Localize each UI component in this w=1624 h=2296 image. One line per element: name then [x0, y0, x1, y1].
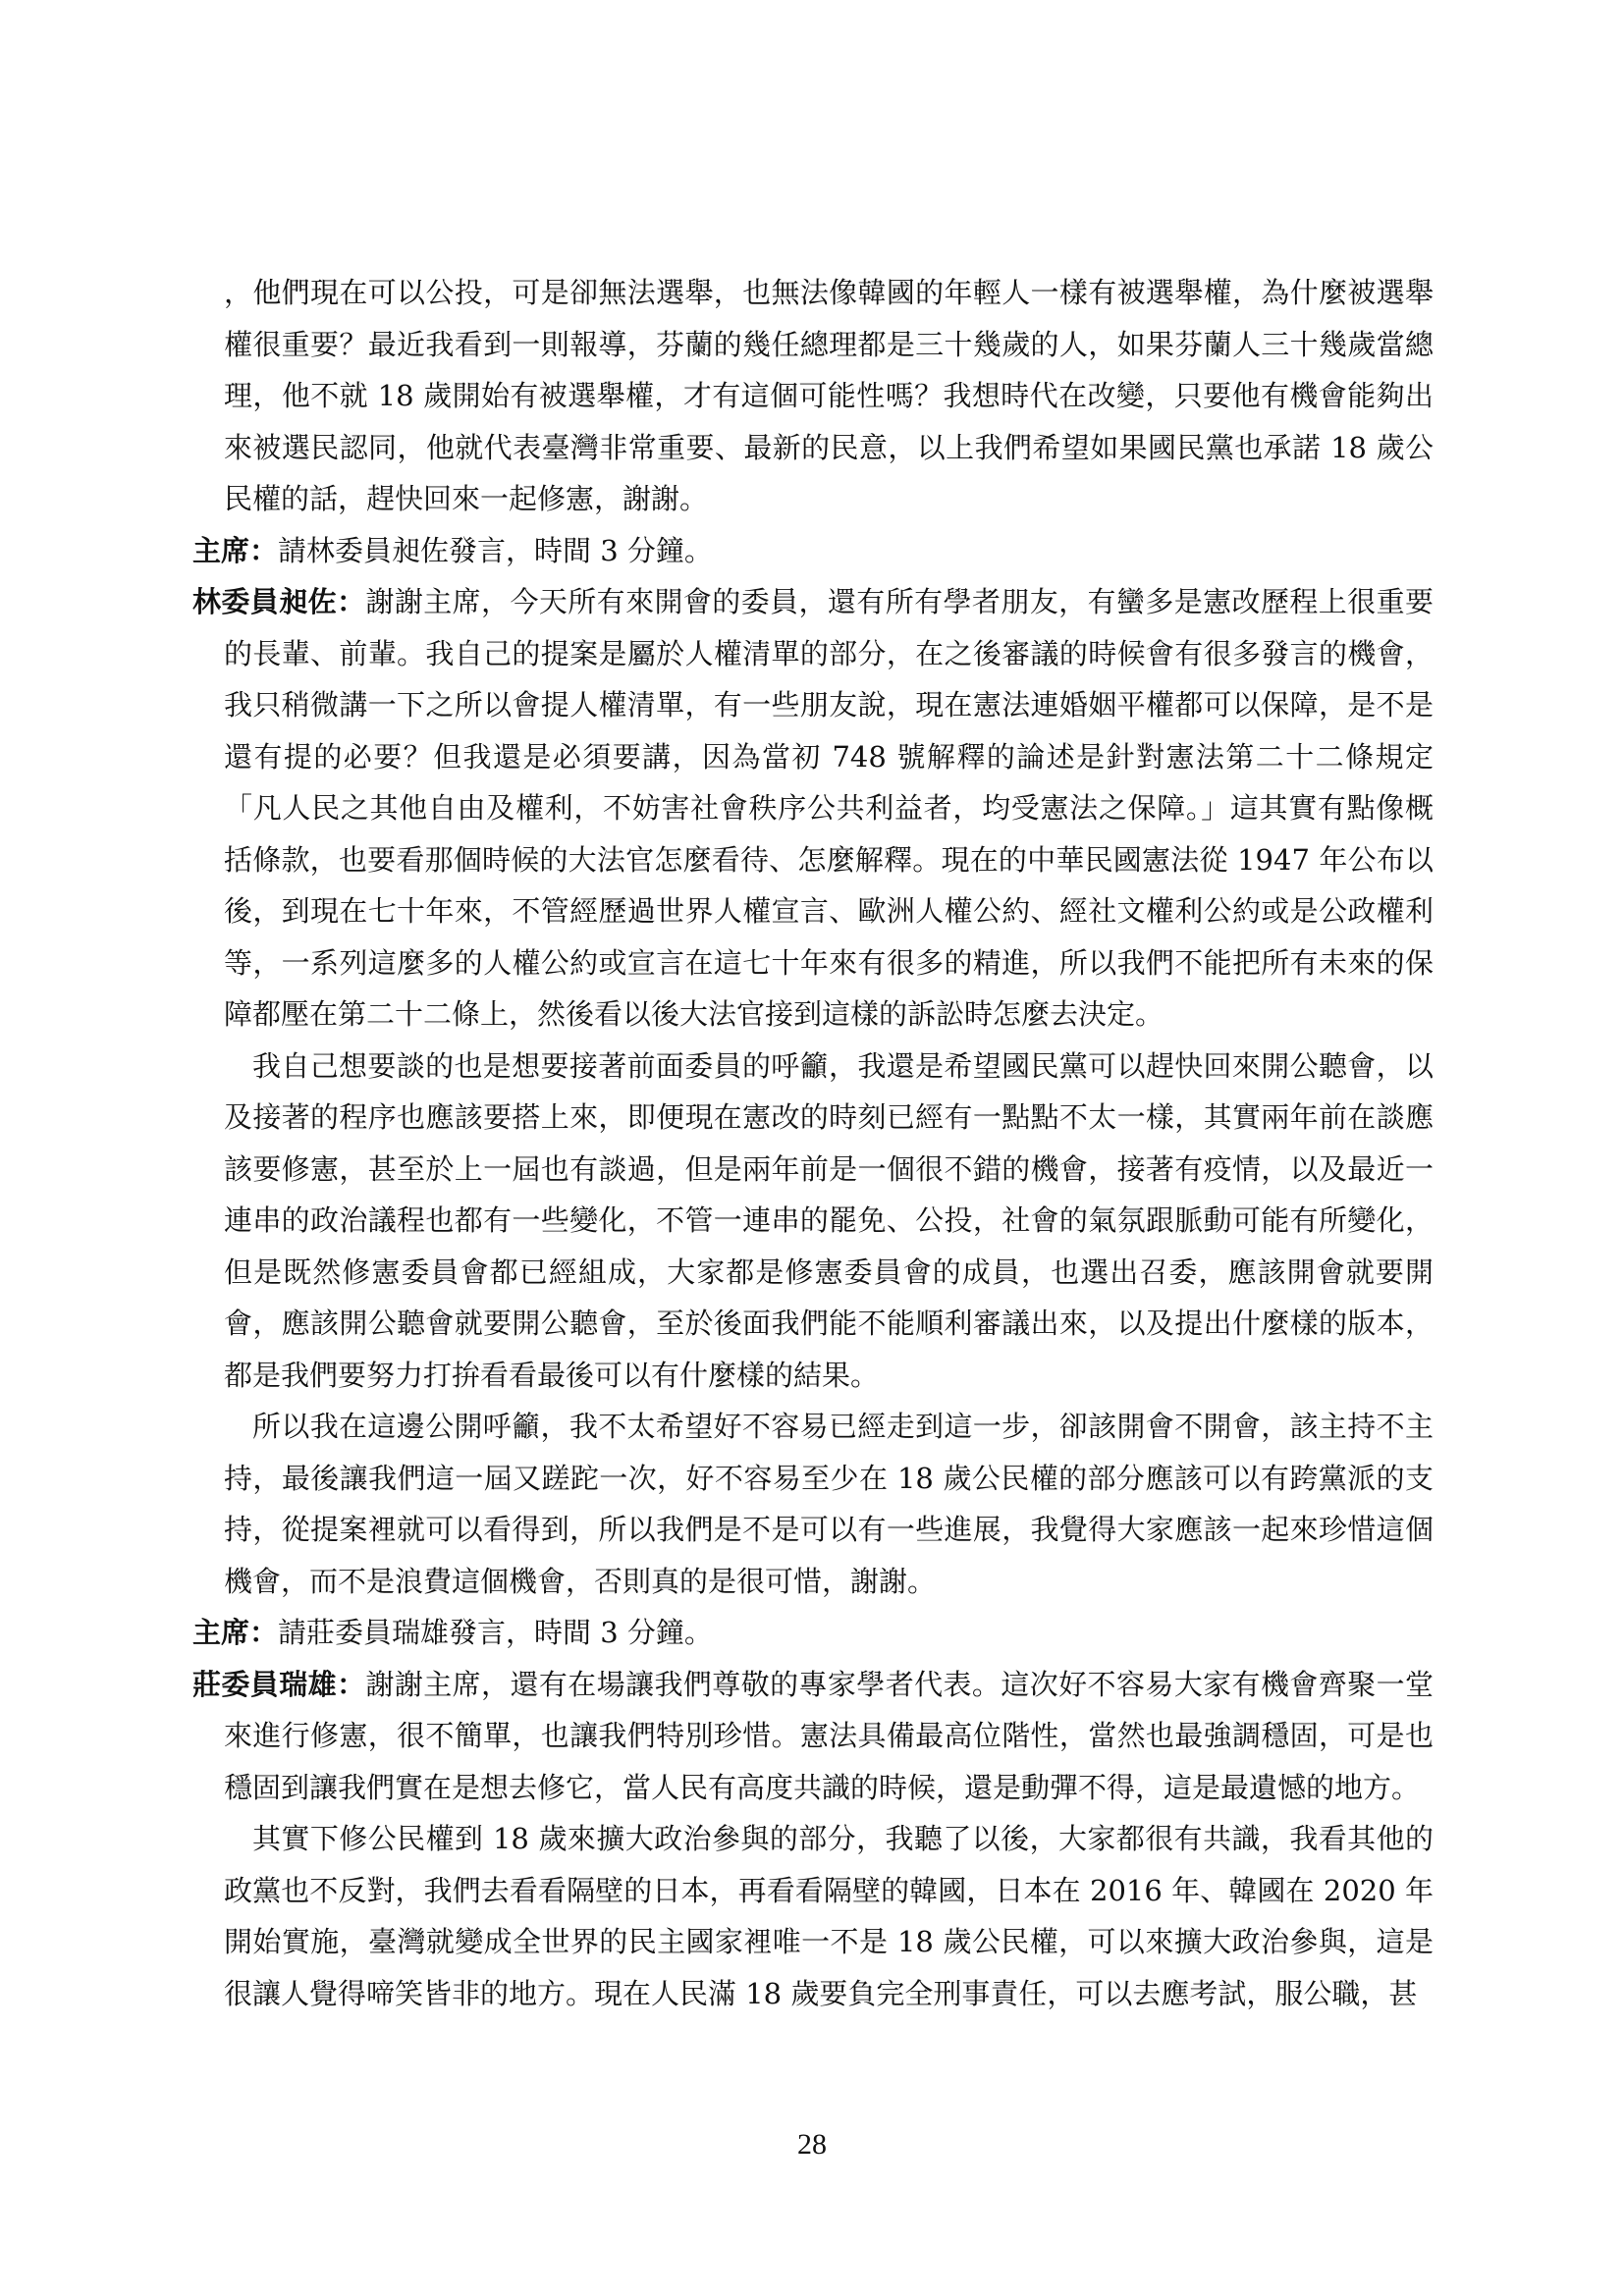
paragraph-text: 我自己想要談的也是想要接著前面委員的呼籲，我還是希望國民黨可以趕快回來開公聽會，以及接著的程序也應該要搭上來，即便現在憲改的時刻已經有一點點不太一樣，其實兩年前在談應該要修憲，甚至於上一屆也有談過，但是兩年前是一個很不錯的機會，接著有疫情，以及最近一連串的政治議程也都有一些變化，不管一連串的罷免、公投，社會的氣氛跟脈動可能有所變化，但是既然修憲委員會都已經組成，大家都是修憲委員會的成員，也選出召委，應該開會就要開會，應該開公聽會就要開公聽會，至於後面我們能不能順利審議出來，以及提出什麼樣的版本，都是我們要努力打拚看看最後可以有什麼樣的結果。 — [224, 1048, 1434, 1392]
speaker-label: 莊委員瑞雄： — [192, 1667, 366, 1701]
speaker-label: 主席： — [192, 1616, 279, 1649]
speaker-label: 林委員昶佐： — [192, 585, 366, 618]
speech-text: 請林委員昶佐發言，時間 3 分鐘。 — [278, 533, 713, 567]
speech-chair-1 — [192, 525, 1434, 577]
speech-text: 請莊委員瑞雄發言，時間 3 分鐘。 — [278, 1616, 713, 1649]
transcript-body — [192, 267, 1434, 2019]
speech-chuang — [192, 1659, 1434, 1814]
paragraph — [192, 1401, 1434, 1607]
speech-chair-2 — [192, 1607, 1434, 1659]
paragraph-text: 其實下修公民權到 18 歲來擴大政治參與的部分，我聽了以後，大家都很有共識，我看其他的政黨也不反對，我們去看看隔壁的日本，再看看隔壁的韓國，日本在 2016 年、韓國在 2020 年開始實施，臺灣就變成全世界的民主國家裡唯一不是 18 歲公民權，可以來擴大政治參與，這是很讓人覺得啼笑皆非的地方。現在人民滿 18 歲要負完全刑事責任，可以去應考試，服公職，甚 — [224, 1822, 1434, 2010]
paragraph — [192, 1813, 1434, 2019]
speech-lin — [192, 576, 1434, 1041]
speaker-label: 主席： — [192, 533, 279, 567]
paragraph-text: ，他們現在可以公投，可是卻無法選舉，也無法像韓國的年輕人一樣有被選舉權，為什麼被選舉權很重要？最近我看到一則報導，芬蘭的幾任總理都是三十幾歲的人，如果芬蘭人三十幾歲當總理，他不就 18 歲開始有被選舉權，才有這個可能性嗎？我想時代在改變，只要他有機會能夠出來被選民認同，他就代表臺灣非常重要、最新的民意，以上我們希望如果國民黨也承諾 18 歲公民權的話，趕快回來一起修憲，謝謝。 — [224, 276, 1434, 515]
speech-text: 謝謝主席，今天所有來開會的委員，還有所有學者朋友，有蠻多是憲改歷程上很重要的長輩、前輩。我自己的提案是屬於人權清單的部分，在之後審議的時候會有很多發言的機會，我只稍微講一下之所以會提人權清單，有一些朋友說，現在憲法連婚姻平權都可以保障，是不是還有提的必要？但我還是必須要講，因為當初 748 號解釋的論述是針對憲法第二十二條規定「凡人民之其他自由及權利，不妨害社會秩序公共利益者，均受憲法之保障。」這其實有點像概括條款，也要看那個時候的大法官怎麼看待、怎麼解釋。現在的中華民國憲法從 1947 年公布以後，到現在七十年來，不管經歷過世界人權宣言、歐洲人權公約、經社文權利公約或是公政權利等，一系列這麼多的人權公約或宣言在這七十年來有很多的精進，所以我們不能把所有未來的保障都壓在第二十二條上，然後看以後大法官接到這樣的訴訟時怎麼去決定。 — [224, 585, 1434, 1031]
speech-text: 謝謝主席，還有在場讓我們尊敬的專家學者代表。這次好不容易大家有機會齊聚一堂來進行修憲，很不簡單，也讓我們特別珍惜。憲法具備最高位階性，當然也最強調穩固，可是也穩固到讓我們實在是想去修它，當人民有高度共識的時候，還是動彈不得，這是最遺憾的地方。 — [224, 1667, 1434, 1804]
paragraph — [192, 1041, 1434, 1402]
page-number: 28 — [797, 2128, 827, 2161]
paragraph-text: 所以我在這邊公開呼籲，我不太希望好不容易已經走到這一步，卻該開會不開會，該主持不主持，最後讓我們這一屆又蹉跎一次，好不容易至少在 18 歲公民權的部分應該可以有跨黨派的支持，從提案裡就可以看得到，所以我們是不是可以有一些進展，我覺得大家應該一起來珍惜這個機會，而不是浪費這個機會，否則真的是很可惜，謝謝。 — [224, 1410, 1434, 1598]
paragraph-continuation — [192, 267, 1434, 525]
